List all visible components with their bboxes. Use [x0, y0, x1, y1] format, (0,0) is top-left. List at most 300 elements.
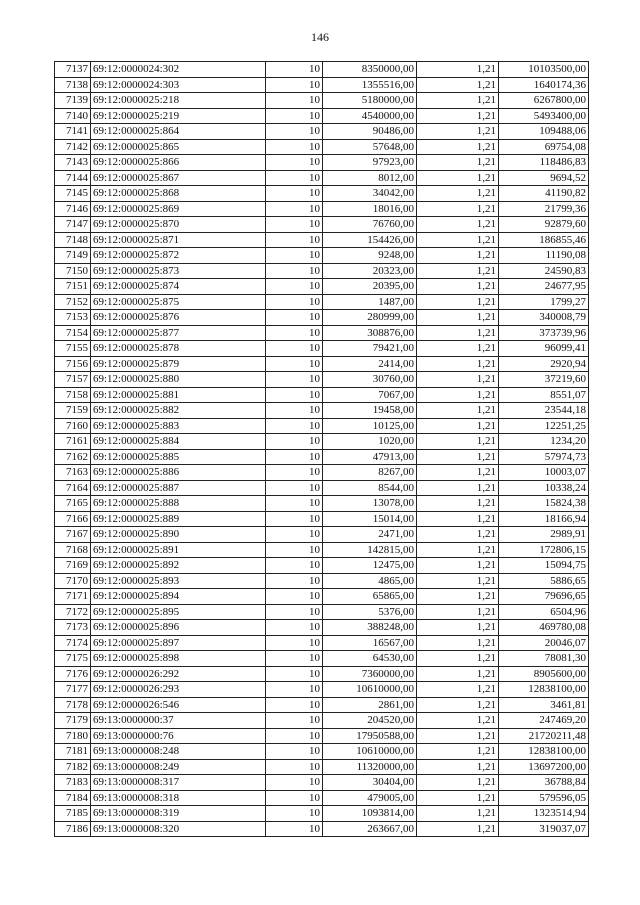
coefficient-cell: 1,21	[417, 248, 499, 264]
row-number-cell: 7170	[55, 573, 91, 589]
cadastral-number-cell: 69:12:0000025:892	[91, 558, 266, 574]
rate-cell: 10	[266, 821, 323, 837]
total-cell: 1640174,36	[499, 77, 589, 93]
table-row	[55, 604, 589, 620]
total-cell: 79696,65	[499, 589, 589, 605]
cadastral-number-cell: 69:12:0000024:302	[91, 62, 266, 78]
cadastral-number-cell: 69:13:0000008:318	[91, 790, 266, 806]
coefficient-cell: 1,21	[417, 310, 499, 326]
row-number-cell: 7179	[55, 713, 91, 729]
rate-cell: 10	[266, 744, 323, 760]
value-cell: 7067,00	[323, 387, 417, 403]
row-number-cell: 7186	[55, 821, 91, 837]
table-row	[55, 403, 589, 419]
rate-cell: 10	[266, 589, 323, 605]
table-row	[55, 821, 589, 837]
value-cell: 5376,00	[323, 604, 417, 620]
row-number-cell: 7171	[55, 589, 91, 605]
value-cell: 8012,00	[323, 170, 417, 186]
table-row	[55, 666, 589, 682]
table-row	[55, 93, 589, 109]
cadastral-number-cell: 69:12:0000025:869	[91, 201, 266, 217]
table-row	[55, 217, 589, 233]
value-cell: 154426,00	[323, 232, 417, 248]
rate-cell: 10	[266, 728, 323, 744]
cadastral-number-cell: 69:12:0000025:891	[91, 542, 266, 558]
rate-cell: 10	[266, 356, 323, 372]
coefficient-cell: 1,21	[417, 744, 499, 760]
total-cell: 3461,81	[499, 697, 589, 713]
table-row	[55, 201, 589, 217]
total-cell: 24590,83	[499, 263, 589, 279]
rate-cell: 10	[266, 279, 323, 295]
table-row	[55, 465, 589, 481]
table-row	[55, 325, 589, 341]
value-cell: 64530,00	[323, 651, 417, 667]
cadastral-number-cell: 69:12:0000026:546	[91, 697, 266, 713]
table-row	[55, 558, 589, 574]
table-row	[55, 341, 589, 357]
coefficient-cell: 1,21	[417, 356, 499, 372]
row-number-cell: 7166	[55, 511, 91, 527]
table-row	[55, 387, 589, 403]
row-number-cell: 7148	[55, 232, 91, 248]
cadastral-number-cell: 69:13:0000008:248	[91, 744, 266, 760]
value-cell: 76760,00	[323, 217, 417, 233]
cadastral-number-cell: 69:12:0000025:872	[91, 248, 266, 264]
total-cell: 1234,20	[499, 434, 589, 450]
rate-cell: 10	[266, 108, 323, 124]
value-cell: 30760,00	[323, 372, 417, 388]
cadastral-number-cell: 69:13:0000000:76	[91, 728, 266, 744]
value-cell: 388248,00	[323, 620, 417, 636]
value-cell: 1093814,00	[323, 806, 417, 822]
cadastral-number-cell: 69:12:0000025:881	[91, 387, 266, 403]
total-cell: 37219,60	[499, 372, 589, 388]
total-cell: 109488,06	[499, 124, 589, 140]
value-cell: 4540000,00	[323, 108, 417, 124]
row-number-cell: 7183	[55, 775, 91, 791]
registry-table	[54, 61, 589, 837]
coefficient-cell: 1,21	[417, 573, 499, 589]
cadastral-number-cell: 69:12:0000025:218	[91, 93, 266, 109]
rate-cell: 10	[266, 372, 323, 388]
total-cell: 6504,96	[499, 604, 589, 620]
coefficient-cell: 1,21	[417, 170, 499, 186]
value-cell: 79421,00	[323, 341, 417, 357]
row-number-cell: 7145	[55, 186, 91, 202]
row-number-cell: 7151	[55, 279, 91, 295]
table-row	[55, 279, 589, 295]
table-row	[55, 186, 589, 202]
cadastral-number-cell: 69:12:0000025:884	[91, 434, 266, 450]
table-row	[55, 62, 589, 78]
value-cell: 308876,00	[323, 325, 417, 341]
table-row	[55, 108, 589, 124]
value-cell: 15014,00	[323, 511, 417, 527]
value-cell: 8544,00	[323, 480, 417, 496]
cadastral-number-cell: 69:12:0000025:880	[91, 372, 266, 388]
row-number-cell: 7165	[55, 496, 91, 512]
total-cell: 373739,96	[499, 325, 589, 341]
rate-cell: 10	[266, 558, 323, 574]
table-row	[55, 480, 589, 496]
total-cell: 12838100,00	[499, 682, 589, 698]
rate-cell: 10	[266, 387, 323, 403]
total-cell: 20046,07	[499, 635, 589, 651]
total-cell: 9694,52	[499, 170, 589, 186]
total-cell: 18166,94	[499, 511, 589, 527]
cadastral-number-cell: 69:12:0000025:888	[91, 496, 266, 512]
coefficient-cell: 1,21	[417, 108, 499, 124]
total-cell: 11190,08	[499, 248, 589, 264]
rate-cell: 10	[266, 806, 323, 822]
cadastral-number-cell: 69:12:0000025:885	[91, 449, 266, 465]
coefficient-cell: 1,21	[417, 325, 499, 341]
rate-cell: 10	[266, 542, 323, 558]
total-cell: 15824,38	[499, 496, 589, 512]
rate-cell: 10	[266, 248, 323, 264]
table-row	[55, 155, 589, 171]
row-number-cell: 7174	[55, 635, 91, 651]
total-cell: 69754,08	[499, 139, 589, 155]
table-row	[55, 263, 589, 279]
value-cell: 13078,00	[323, 496, 417, 512]
row-number-cell: 7139	[55, 93, 91, 109]
table-row	[55, 77, 589, 93]
row-number-cell: 7176	[55, 666, 91, 682]
coefficient-cell: 1,21	[417, 604, 499, 620]
total-cell: 172806,15	[499, 542, 589, 558]
table-row	[55, 542, 589, 558]
table-row	[55, 124, 589, 140]
table-row	[55, 232, 589, 248]
total-cell: 1323514,94	[499, 806, 589, 822]
cadastral-number-cell: 69:12:0000025:868	[91, 186, 266, 202]
cadastral-number-cell: 69:12:0000025:890	[91, 527, 266, 543]
row-number-cell: 7160	[55, 418, 91, 434]
table-row	[55, 620, 589, 636]
total-cell: 319037,07	[499, 821, 589, 837]
page-number: 146	[311, 30, 329, 44]
rate-cell: 10	[266, 62, 323, 78]
coefficient-cell: 1,21	[417, 418, 499, 434]
table-row	[55, 248, 589, 264]
value-cell: 8267,00	[323, 465, 417, 481]
rate-cell: 10	[266, 341, 323, 357]
rate-cell: 10	[266, 77, 323, 93]
table-row	[55, 589, 589, 605]
table-row	[55, 356, 589, 372]
value-cell: 142815,00	[323, 542, 417, 558]
value-cell: 17950588,00	[323, 728, 417, 744]
value-cell: 5180000,00	[323, 93, 417, 109]
coefficient-cell: 1,21	[417, 651, 499, 667]
cadastral-number-cell: 69:12:0000025:889	[91, 511, 266, 527]
coefficient-cell: 1,21	[417, 372, 499, 388]
rate-cell: 10	[266, 263, 323, 279]
rate-cell: 10	[266, 775, 323, 791]
value-cell: 30404,00	[323, 775, 417, 791]
total-cell: 1799,27	[499, 294, 589, 310]
coefficient-cell: 1,21	[417, 465, 499, 481]
cadastral-number-cell: 69:12:0000025:878	[91, 341, 266, 357]
table-row	[55, 449, 589, 465]
total-cell: 21720211,48	[499, 728, 589, 744]
rate-cell: 10	[266, 480, 323, 496]
cadastral-number-cell: 69:12:0000025:864	[91, 124, 266, 140]
cadastral-number-cell: 69:12:0000025:871	[91, 232, 266, 248]
cadastral-number-cell: 69:12:0000025:875	[91, 294, 266, 310]
coefficient-cell: 1,21	[417, 449, 499, 465]
rate-cell: 10	[266, 434, 323, 450]
table-row	[55, 310, 589, 326]
table-row	[55, 372, 589, 388]
total-cell: 8905600,00	[499, 666, 589, 682]
cadastral-number-cell: 69:12:0000025:895	[91, 604, 266, 620]
table-row	[55, 775, 589, 791]
rate-cell: 10	[266, 217, 323, 233]
cadastral-number-cell: 69:13:0000008:317	[91, 775, 266, 791]
row-number-cell: 7161	[55, 434, 91, 450]
row-number-cell: 7137	[55, 62, 91, 78]
coefficient-cell: 1,21	[417, 821, 499, 837]
cadastral-number-cell: 69:12:0000025:898	[91, 651, 266, 667]
cadastral-number-cell: 69:12:0000025:866	[91, 155, 266, 171]
row-number-cell: 7159	[55, 403, 91, 419]
rate-cell: 10	[266, 713, 323, 729]
row-number-cell: 7144	[55, 170, 91, 186]
table-row	[55, 790, 589, 806]
rate-cell: 10	[266, 418, 323, 434]
cadastral-number-cell: 69:12:0000025:879	[91, 356, 266, 372]
coefficient-cell: 1,21	[417, 93, 499, 109]
value-cell: 18016,00	[323, 201, 417, 217]
total-cell: 469780,08	[499, 620, 589, 636]
value-cell: 1487,00	[323, 294, 417, 310]
value-cell: 19458,00	[323, 403, 417, 419]
row-number-cell: 7158	[55, 387, 91, 403]
row-number-cell: 7164	[55, 480, 91, 496]
coefficient-cell: 1,21	[417, 589, 499, 605]
cadastral-number-cell: 69:12:0000025:877	[91, 325, 266, 341]
coefficient-cell: 1,21	[417, 294, 499, 310]
rate-cell: 10	[266, 449, 323, 465]
row-number-cell: 7138	[55, 77, 91, 93]
row-number-cell: 7182	[55, 759, 91, 775]
rate-cell: 10	[266, 527, 323, 543]
total-cell: 23544,18	[499, 403, 589, 419]
coefficient-cell: 1,21	[417, 713, 499, 729]
value-cell: 10610000,00	[323, 744, 417, 760]
coefficient-cell: 1,21	[417, 682, 499, 698]
row-number-cell: 7173	[55, 620, 91, 636]
total-cell: 2989,91	[499, 527, 589, 543]
cadastral-number-cell: 69:12:0000025:873	[91, 263, 266, 279]
row-number-cell: 7141	[55, 124, 91, 140]
row-number-cell: 7163	[55, 465, 91, 481]
value-cell: 57648,00	[323, 139, 417, 155]
cadastral-number-cell: 69:12:0000024:303	[91, 77, 266, 93]
row-number-cell: 7185	[55, 806, 91, 822]
rate-cell: 10	[266, 170, 323, 186]
cadastral-number-cell: 69:12:0000025:894	[91, 589, 266, 605]
value-cell: 2471,00	[323, 527, 417, 543]
cadastral-number-cell: 69:12:0000025:865	[91, 139, 266, 155]
total-cell: 10003,07	[499, 465, 589, 481]
table-row	[55, 635, 589, 651]
rate-cell: 10	[266, 697, 323, 713]
coefficient-cell: 1,21	[417, 558, 499, 574]
rate-cell: 10	[266, 573, 323, 589]
table-row	[55, 294, 589, 310]
cadastral-number-cell: 69:13:0000008:319	[91, 806, 266, 822]
rate-cell: 10	[266, 201, 323, 217]
table-row	[55, 139, 589, 155]
row-number-cell: 7150	[55, 263, 91, 279]
row-number-cell: 7156	[55, 356, 91, 372]
total-cell: 340008,79	[499, 310, 589, 326]
table-row	[55, 651, 589, 667]
value-cell: 97923,00	[323, 155, 417, 171]
total-cell: 186855,46	[499, 232, 589, 248]
table-row	[55, 434, 589, 450]
coefficient-cell: 1,21	[417, 635, 499, 651]
value-cell: 12475,00	[323, 558, 417, 574]
value-cell: 11320000,00	[323, 759, 417, 775]
rate-cell: 10	[266, 93, 323, 109]
coefficient-cell: 1,21	[417, 806, 499, 822]
cadastral-number-cell: 69:13:0000008:320	[91, 821, 266, 837]
registry-table-body	[55, 62, 589, 837]
coefficient-cell: 1,21	[417, 511, 499, 527]
cadastral-number-cell: 69:12:0000025:883	[91, 418, 266, 434]
value-cell: 20395,00	[323, 279, 417, 295]
value-cell: 479005,00	[323, 790, 417, 806]
coefficient-cell: 1,21	[417, 217, 499, 233]
coefficient-cell: 1,21	[417, 542, 499, 558]
rate-cell: 10	[266, 666, 323, 682]
value-cell: 204520,00	[323, 713, 417, 729]
value-cell: 65865,00	[323, 589, 417, 605]
rate-cell: 10	[266, 124, 323, 140]
coefficient-cell: 1,21	[417, 279, 499, 295]
total-cell: 247469,20	[499, 713, 589, 729]
coefficient-cell: 1,21	[417, 620, 499, 636]
cadastral-number-cell: 69:12:0000025:870	[91, 217, 266, 233]
row-number-cell: 7168	[55, 542, 91, 558]
coefficient-cell: 1,21	[417, 341, 499, 357]
row-number-cell: 7169	[55, 558, 91, 574]
value-cell: 1355516,00	[323, 77, 417, 93]
total-cell: 8551,07	[499, 387, 589, 403]
value-cell: 7360000,00	[323, 666, 417, 682]
coefficient-cell: 1,21	[417, 527, 499, 543]
row-number-cell: 7140	[55, 108, 91, 124]
total-cell: 36788,84	[499, 775, 589, 791]
total-cell: 13697200,00	[499, 759, 589, 775]
cadastral-number-cell: 69:12:0000025:893	[91, 573, 266, 589]
row-number-cell: 7154	[55, 325, 91, 341]
row-number-cell: 7152	[55, 294, 91, 310]
total-cell: 12251,25	[499, 418, 589, 434]
value-cell: 280999,00	[323, 310, 417, 326]
value-cell: 10125,00	[323, 418, 417, 434]
rate-cell: 10	[266, 620, 323, 636]
row-number-cell: 7167	[55, 527, 91, 543]
total-cell: 6267800,00	[499, 93, 589, 109]
total-cell: 118486,83	[499, 155, 589, 171]
cadastral-number-cell: 69:13:0000008:249	[91, 759, 266, 775]
value-cell: 16567,00	[323, 635, 417, 651]
rate-cell: 10	[266, 139, 323, 155]
rate-cell: 10	[266, 496, 323, 512]
total-cell: 24677,95	[499, 279, 589, 295]
table-row	[55, 728, 589, 744]
coefficient-cell: 1,21	[417, 139, 499, 155]
cadastral-number-cell: 69:12:0000025:876	[91, 310, 266, 326]
rate-cell: 10	[266, 232, 323, 248]
cadastral-number-cell: 69:13:0000000:37	[91, 713, 266, 729]
total-cell: 96099,41	[499, 341, 589, 357]
value-cell: 2414,00	[323, 356, 417, 372]
value-cell: 10610000,00	[323, 682, 417, 698]
total-cell: 579596,05	[499, 790, 589, 806]
table-row	[55, 697, 589, 713]
table-row	[55, 496, 589, 512]
total-cell: 10338,24	[499, 480, 589, 496]
table-row	[55, 744, 589, 760]
value-cell: 1020,00	[323, 434, 417, 450]
cadastral-number-cell: 69:12:0000025:882	[91, 403, 266, 419]
table-row	[55, 527, 589, 543]
row-number-cell: 7177	[55, 682, 91, 698]
row-number-cell: 7172	[55, 604, 91, 620]
rate-cell: 10	[266, 682, 323, 698]
coefficient-cell: 1,21	[417, 387, 499, 403]
value-cell: 263667,00	[323, 821, 417, 837]
coefficient-cell: 1,21	[417, 232, 499, 248]
rate-cell: 10	[266, 465, 323, 481]
table-row	[55, 170, 589, 186]
table-row	[55, 573, 589, 589]
total-cell: 78081,30	[499, 651, 589, 667]
coefficient-cell: 1,21	[417, 434, 499, 450]
coefficient-cell: 1,21	[417, 62, 499, 78]
row-number-cell: 7146	[55, 201, 91, 217]
cadastral-number-cell: 69:12:0000025:219	[91, 108, 266, 124]
coefficient-cell: 1,21	[417, 496, 499, 512]
rate-cell: 10	[266, 155, 323, 171]
total-cell: 5493400,00	[499, 108, 589, 124]
coefficient-cell: 1,21	[417, 155, 499, 171]
row-number-cell: 7157	[55, 372, 91, 388]
table-row	[55, 418, 589, 434]
total-cell: 21799,36	[499, 201, 589, 217]
table-row	[55, 806, 589, 822]
table-row	[55, 759, 589, 775]
rate-cell: 10	[266, 790, 323, 806]
rate-cell: 10	[266, 294, 323, 310]
cadastral-number-cell: 69:12:0000026:293	[91, 682, 266, 698]
row-number-cell: 7162	[55, 449, 91, 465]
row-number-cell: 7153	[55, 310, 91, 326]
table-row	[55, 713, 589, 729]
total-cell: 5886,65	[499, 573, 589, 589]
rate-cell: 10	[266, 511, 323, 527]
value-cell: 4865,00	[323, 573, 417, 589]
row-number-cell: 7147	[55, 217, 91, 233]
